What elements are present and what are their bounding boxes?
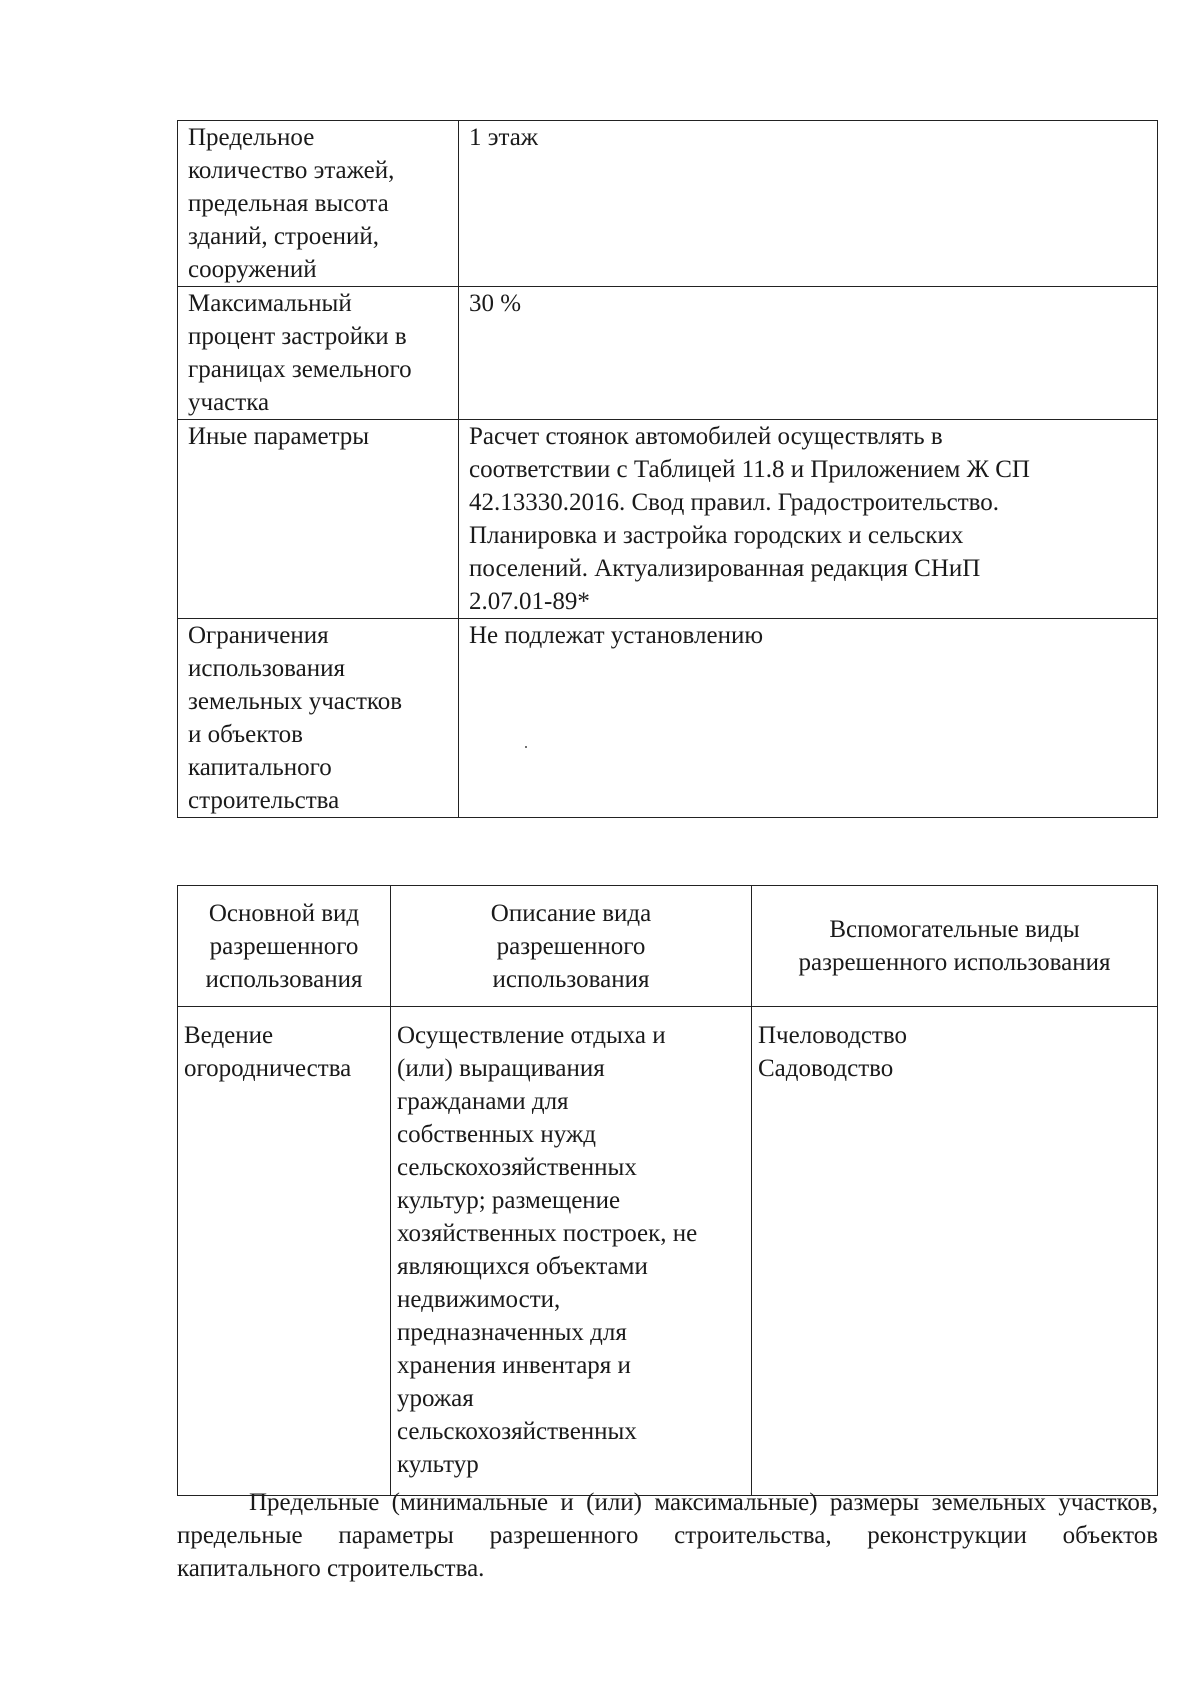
table-header-row (178, 886, 1158, 1007)
table-row (178, 619, 1158, 818)
scan-speck (525, 746, 527, 748)
param-label: Ограничения использования земельных участков и объектов капитального строительства (178, 619, 459, 818)
table-row (178, 121, 1158, 287)
header-main-use: Основной вид разрешенного использования (178, 886, 391, 1007)
permitted-uses-table (177, 885, 1158, 1496)
table-row (178, 287, 1158, 420)
param-label: Иные параметры (178, 420, 459, 619)
body-paragraph: Предельные (минимальные и (или) максимальные) размеры земельных участков, предельные параметры разрешенного строительства, реконструкции объектов капитального строительства. (177, 1489, 1158, 1582)
table-row (178, 1007, 1158, 1496)
header-description: Описание вида разрешенного использования (391, 886, 752, 1007)
param-value: 1 этаж (459, 121, 1158, 287)
param-value: Не подлежат установлению (459, 619, 1158, 818)
header-auxiliary-uses: Вспомогательные виды разрешенного использования (752, 886, 1158, 1007)
param-value: 30 % (459, 287, 1158, 420)
param-label: Предельное количество этажей, предельная высота зданий, строений, сооружений (178, 121, 459, 287)
auxiliary-uses-cell: Пчеловодство Садоводство (752, 1007, 1158, 1496)
param-value: Расчет стоянок автомобилей осуществлять в соответствии с Таблицей 11.8 и Приложением Ж СП 42.13330.2016. Свод правил. Градостроительство. Планировка и застройка городских и сельских поселений. Актуализированная редакция СНиП 2.07.01-89* (459, 420, 1158, 619)
main-use-cell: Ведение огородничества (178, 1007, 391, 1496)
description-cell: Осуществление отдыха и (или) выращивания гражданами для собственных нужд сельскохозяйственных культур; размещение хозяйственных построек, не являющихся объектами недвижимости, предназначенных для хранения инвентаря и урожая сельскохозяйственных культур (391, 1007, 752, 1496)
parameters-table (177, 120, 1158, 818)
table-row (178, 420, 1158, 619)
param-label: Максимальный процент застройки в границах земельного участка (178, 287, 459, 420)
